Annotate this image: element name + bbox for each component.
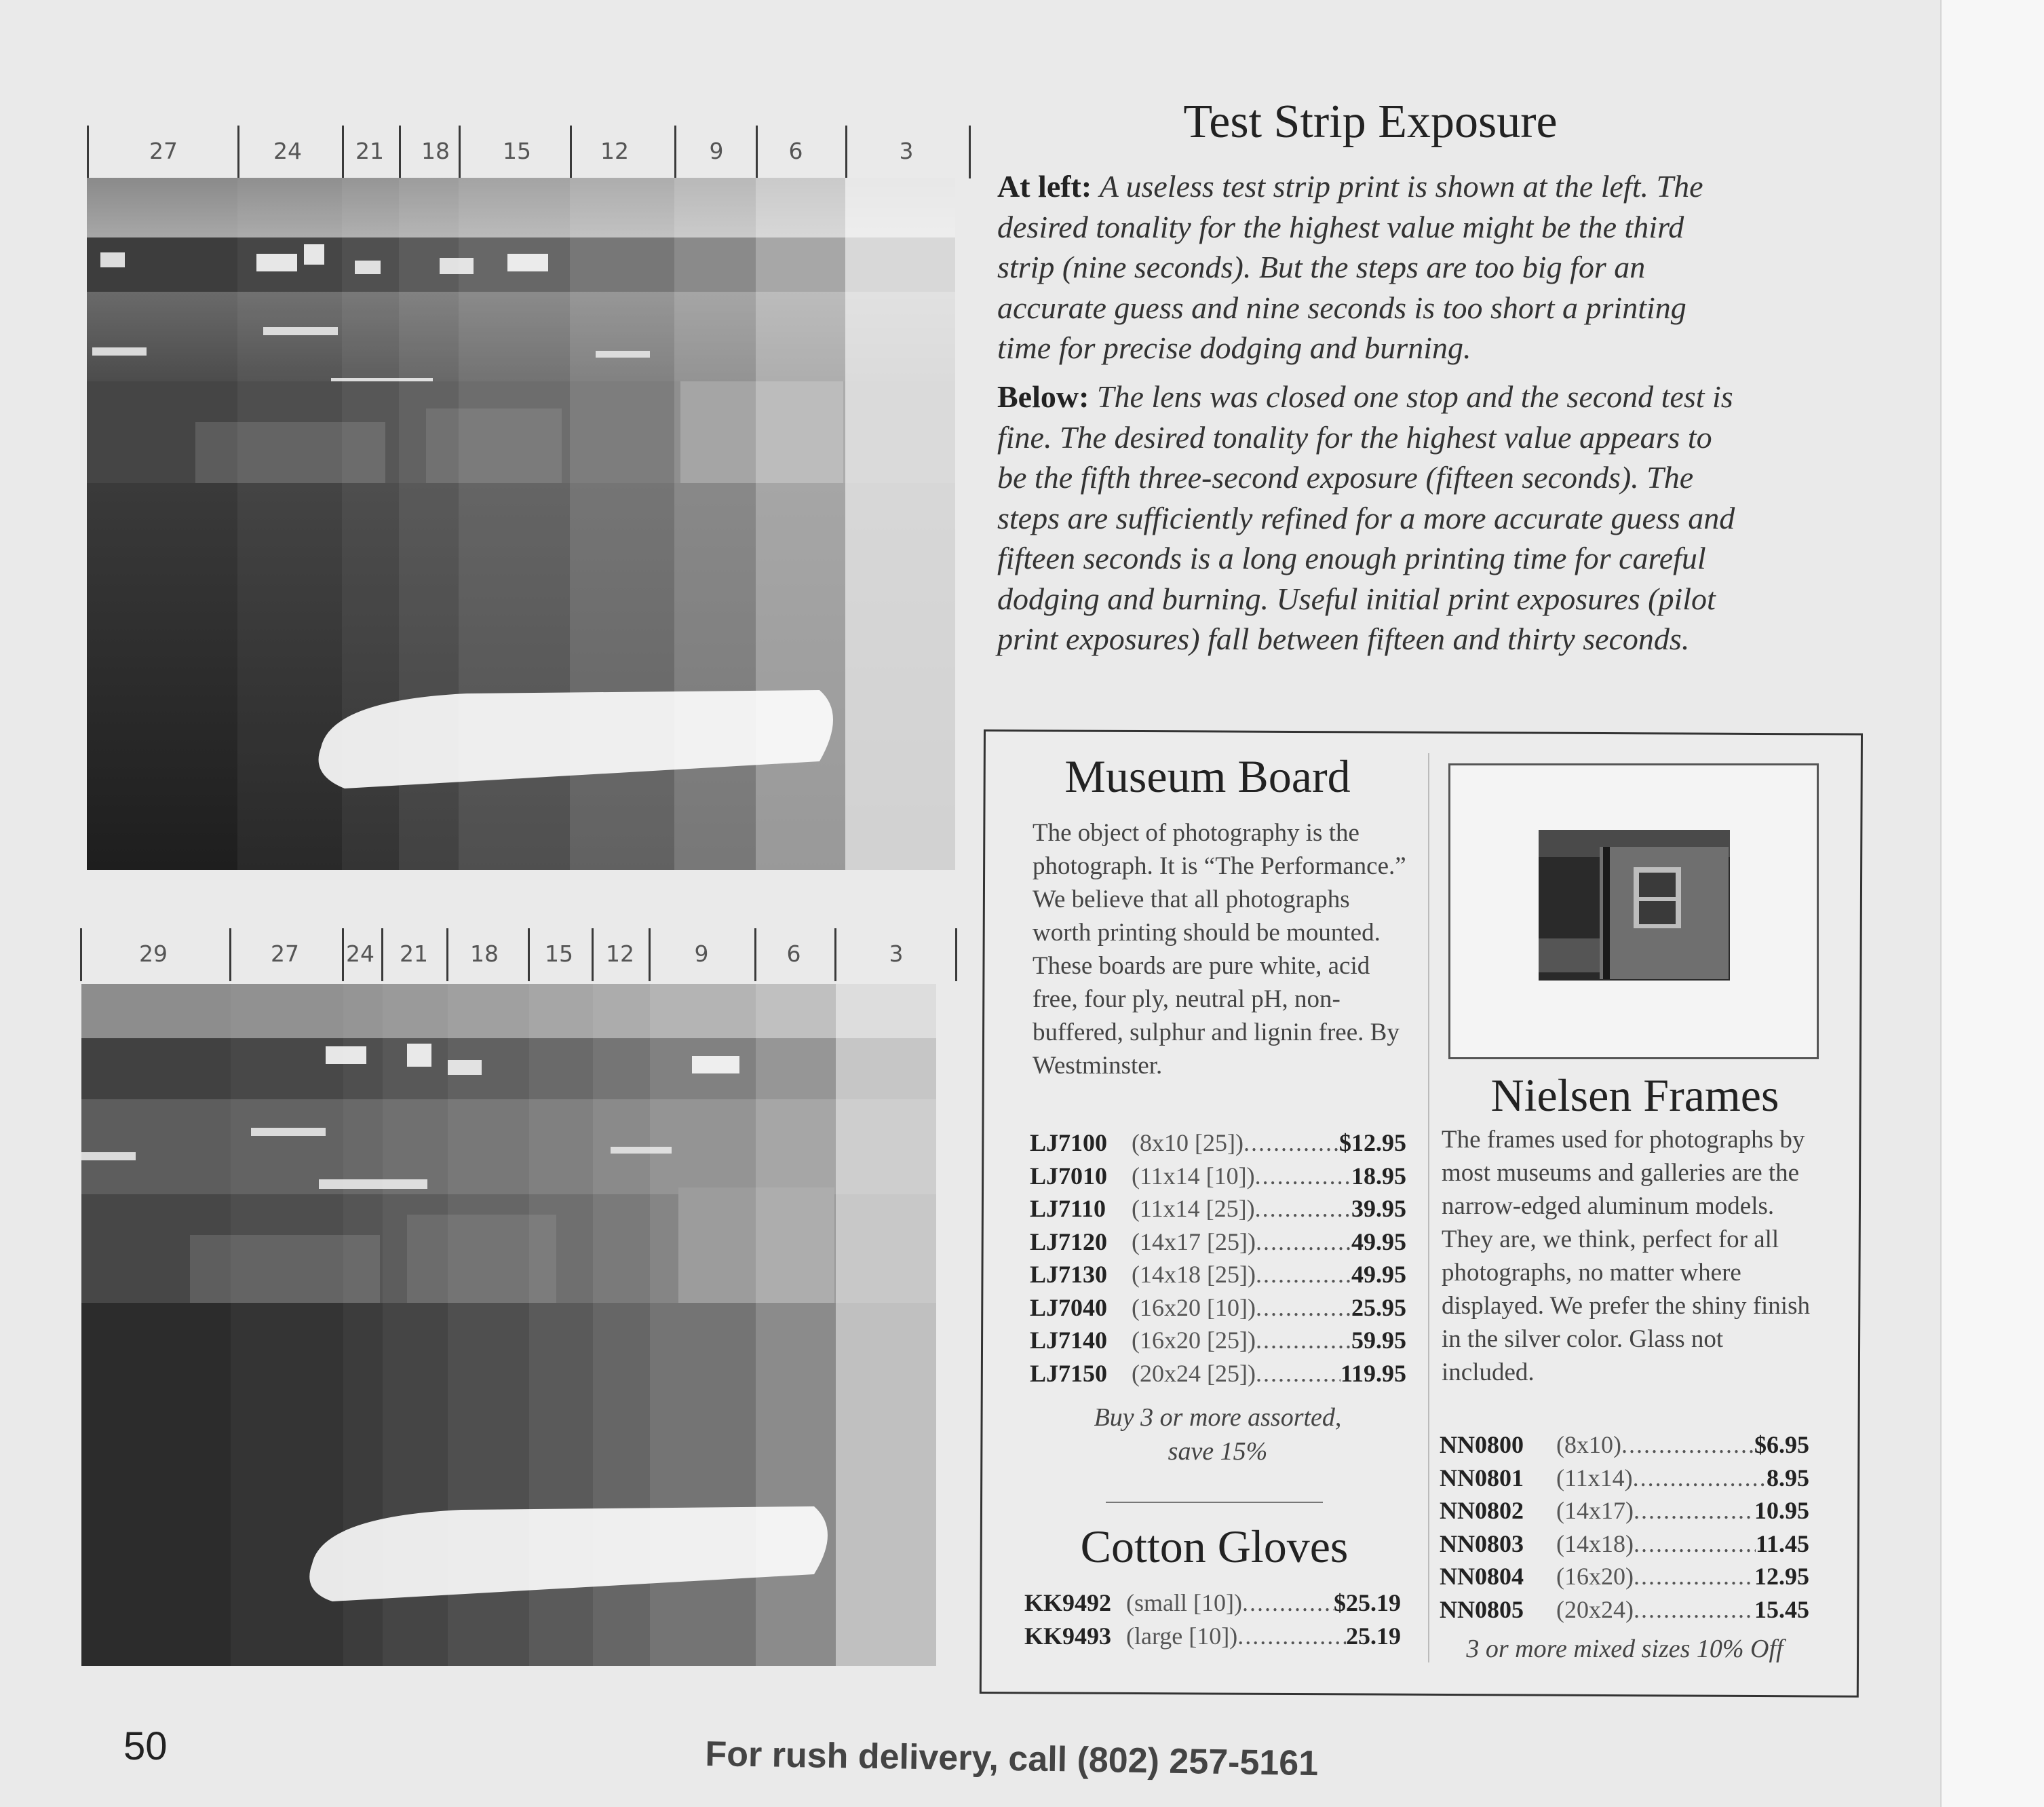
below-paragraph <box>997 377 1743 660</box>
page-edge <box>1940 0 2044 1807</box>
exposure-label: 18 <box>470 940 499 967</box>
price-row <box>1030 1192 1406 1225</box>
price-row <box>1030 1357 1406 1390</box>
exposure-label: 24 <box>346 940 374 967</box>
cotton-gloves-price-list <box>1024 1586 1401 1652</box>
at-left-lead: At left: <box>997 169 1092 204</box>
price-row <box>1440 1462 1809 1495</box>
price-row <box>1030 1126 1406 1160</box>
test-strip-photo-top <box>87 178 955 870</box>
size: (20x24 [25]) <box>1132 1359 1256 1387</box>
size: (large [10]) <box>1126 1622 1238 1650</box>
exposure-label: 6 <box>788 138 803 164</box>
below-body: The lens was closed one stop and the second test is fine. The desired tonality for the highest value appears to be the fifth three-second exposure (fifteen seconds). The steps are sufficiently refined for a more accurate guess and fifteen seconds is a long enough printing time for careful dodging and burning. Useful initial print exposures (pilot print exposures) fall between fifteen and thirty seconds. <box>997 379 1735 656</box>
price-row <box>1440 1428 1809 1462</box>
exposure-label: 3 <box>899 138 914 164</box>
exposure-scale-bottom <box>80 928 962 989</box>
section-divider <box>1106 1502 1323 1503</box>
sku: LJ7110 <box>1030 1195 1106 1222</box>
size: (14x18) <box>1556 1529 1634 1557</box>
size: (11x14 [25]) <box>1132 1195 1255 1222</box>
exposure-label: 12 <box>606 940 634 967</box>
price: $6.95 <box>1754 1431 1809 1458</box>
sku: NN0800 <box>1440 1431 1524 1458</box>
price: 8.95 <box>1767 1464 1809 1491</box>
price-row <box>1030 1160 1406 1193</box>
exposure-label: 3 <box>889 940 904 967</box>
column-divider <box>1428 753 1429 1662</box>
at-left-body: A useless test strip print is shown at the left. The desired tonality for the highest value might be the third strip (nine seconds). But the steps are too big for an accurate guess and nine seconds is too short a printing time for precise dodging and burning. <box>997 169 1703 365</box>
price: $25.19 <box>1334 1589 1401 1616</box>
sku: NN0802 <box>1440 1497 1524 1524</box>
museum-board-note-line1: Buy 3 or more assorted, <box>1094 1403 1342 1432</box>
price-row <box>1440 1593 1809 1627</box>
size: (14x17) <box>1556 1497 1634 1524</box>
sku: LJ7140 <box>1030 1327 1108 1354</box>
price: 59.95 <box>1351 1327 1406 1354</box>
price-row <box>1024 1620 1401 1653</box>
museum-board-title: Museum Board <box>1064 750 1351 802</box>
price: 18.95 <box>1351 1162 1406 1190</box>
sku: KK9493 <box>1024 1622 1112 1650</box>
museum-board-description: The object of photography is the photograph. It is “The Performance.” We believe that all photographs worth printing should be mounted. These boards are pure white, acid free, four ply, neutral pH, non-buffered, sulphur and lignin free. By Westminster. <box>1033 819 1406 1080</box>
price-row <box>1030 1324 1406 1357</box>
exposure-label: 27 <box>149 138 178 164</box>
sku: LJ7100 <box>1030 1129 1108 1156</box>
price: 25.19 <box>1346 1622 1401 1650</box>
size: (11x14 [10]) <box>1132 1162 1255 1190</box>
sku: KK9492 <box>1024 1589 1112 1616</box>
price: 10.95 <box>1754 1497 1809 1524</box>
exposure-label: 24 <box>273 138 302 164</box>
price-row <box>1030 1225 1406 1259</box>
exposure-label: 18 <box>421 138 450 164</box>
price: $12.95 <box>1339 1129 1406 1156</box>
sku: LJ7130 <box>1030 1261 1108 1288</box>
exposure-label: 15 <box>545 940 573 967</box>
price: 11.45 <box>1755 1529 1809 1557</box>
nielsen-frames-discount-note: 3 or more mixed sizes 10% Off <box>1466 1635 1783 1663</box>
at-left-paragraph <box>997 166 1743 368</box>
cotton-gloves-title: Cotton Gloves <box>1080 1521 1349 1572</box>
price: 119.95 <box>1340 1359 1406 1387</box>
sku: LJ7040 <box>1030 1293 1108 1321</box>
museum-board-note-line2: save 15% <box>1168 1437 1268 1466</box>
sku: NN0805 <box>1440 1595 1524 1623</box>
sku: LJ7150 <box>1030 1359 1108 1387</box>
nielsen-frames-price-list <box>1440 1428 1809 1626</box>
size: (16x20) <box>1556 1563 1634 1590</box>
test-strip-photo-bottom <box>81 984 936 1666</box>
size: (16x20 [10]) <box>1132 1293 1256 1321</box>
exposure-label: 9 <box>709 138 724 164</box>
exposure-label: 6 <box>786 940 801 967</box>
exposure-label: 27 <box>271 940 299 967</box>
size: (20x24) <box>1556 1595 1634 1623</box>
exposure-label: 9 <box>694 940 709 967</box>
price-row <box>1440 1527 1809 1561</box>
test-strip-title: Test Strip Exposure <box>1183 96 1558 148</box>
size: (14x18 [25]) <box>1132 1261 1256 1288</box>
size: (small [10]) <box>1126 1589 1242 1616</box>
sku: LJ7010 <box>1030 1162 1108 1190</box>
page-number: 50 <box>123 1724 168 1768</box>
price-row <box>1030 1291 1406 1325</box>
framed-photo-sample <box>1448 763 1819 1059</box>
exposure-label: 21 <box>355 138 384 164</box>
museum-board-discount-note <box>1031 1401 1404 1468</box>
sku: NN0801 <box>1440 1464 1524 1491</box>
exposure-label: 21 <box>400 940 428 967</box>
below-lead: Below: <box>997 379 1090 414</box>
sku: LJ7120 <box>1030 1228 1108 1255</box>
exposure-label: 29 <box>139 940 168 967</box>
rush-delivery-phone: For rush delivery, call (802) 257-5161 <box>705 1734 1319 1784</box>
price-row <box>1030 1258 1406 1291</box>
exposure-label: 12 <box>600 138 629 164</box>
size: (16x20 [25]) <box>1132 1327 1256 1354</box>
price: 49.95 <box>1351 1228 1406 1255</box>
price-row <box>1024 1586 1401 1620</box>
sku: NN0803 <box>1440 1529 1524 1557</box>
museum-board-price-list <box>1030 1126 1406 1390</box>
price-row <box>1440 1494 1809 1527</box>
price: 15.45 <box>1754 1595 1809 1623</box>
price: 39.95 <box>1351 1195 1406 1222</box>
exposure-label: 15 <box>503 138 531 164</box>
price-row <box>1440 1560 1809 1593</box>
size: (14x17 [25]) <box>1132 1228 1256 1255</box>
price: 49.95 <box>1351 1261 1406 1288</box>
size: (8x10) <box>1556 1431 1621 1458</box>
nielsen-frames-description: The frames used for photographs by most museums and galleries are the narrow-edged aluminum models. They are, we think, perfect for all photographs, no matter where displayed. We prefer the shiny finish in the silver color. Glass not included. <box>1442 1126 1810 1386</box>
price: 12.95 <box>1754 1563 1809 1590</box>
size: (8x10 [25]) <box>1132 1129 1243 1156</box>
sku: NN0804 <box>1440 1563 1524 1590</box>
price: 25.95 <box>1351 1293 1406 1321</box>
size: (11x14) <box>1556 1464 1633 1491</box>
nielsen-frames-title: Nielsen Frames <box>1490 1069 1779 1121</box>
